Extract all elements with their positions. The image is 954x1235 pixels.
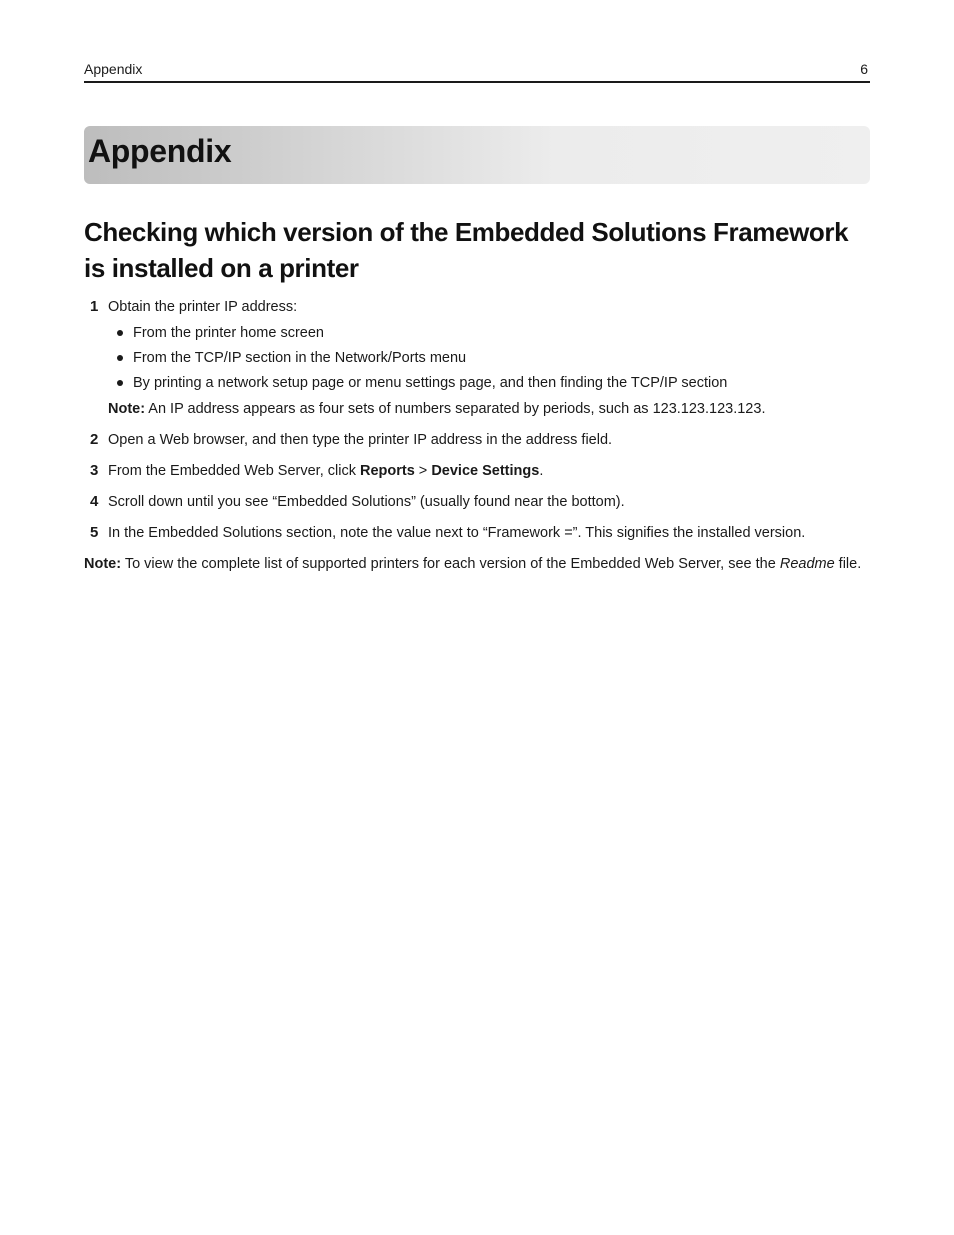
step-number: 3: [90, 462, 99, 479]
list-item: [108, 323, 870, 343]
bullet-text: By printing a network setup page or menu settings page, and then finding the TCP/IP section: [133, 375, 728, 391]
bullet-text: From the printer home screen: [133, 325, 324, 341]
list-item: [108, 348, 870, 368]
bullet-text: From the TCP/IP section in the Network/Ports menu: [133, 350, 467, 366]
step-text: Obtain the printer IP address:: [108, 299, 298, 315]
step-number: 2: [90, 431, 99, 448]
reports-menu-label: Reports: [359, 463, 415, 479]
step-5: [84, 523, 870, 543]
running-header: [84, 61, 870, 83]
step-note: [108, 399, 870, 419]
final-note: [84, 554, 870, 574]
step-2: [84, 430, 870, 450]
bullet-icon: [117, 380, 123, 386]
note-text: An IP address appears as four sets of numbers separated by periods, such as 123.123.123.123.: [145, 401, 766, 417]
bullet-list: [108, 323, 870, 393]
note-label: Note:: [108, 401, 146, 417]
section-title: Checking which version of the Embedded Solutions Framework is installed on a printer: [84, 217, 849, 283]
step-3: [84, 461, 870, 481]
step-text: In the Embedded Solutions section, note the value next to “Framework =”. This signifies the installed version.: [108, 525, 806, 541]
step-1: [84, 297, 870, 419]
note-label: Note:: [84, 556, 122, 572]
step-number: 5: [90, 524, 99, 541]
running-header-section: Appendix: [84, 61, 143, 77]
chapter-banner: [84, 126, 870, 184]
steps-list: [84, 297, 870, 574]
step-text-end: .: [539, 463, 544, 479]
readme-reference: Readme: [779, 556, 835, 572]
list-item: [108, 373, 870, 393]
device-settings-label: Device Settings: [431, 463, 540, 479]
bullet-icon: [117, 355, 123, 361]
step-text: Open a Web browser, and then type the printer IP address in the address field.: [108, 432, 613, 448]
step-4: [84, 492, 870, 512]
step-number: 1: [90, 298, 99, 315]
chapter-title: Appendix: [88, 133, 232, 169]
path-separator: >: [414, 463, 432, 479]
step-text: From the Embedded Web Server, click: [108, 463, 360, 479]
note-text: To view the complete list of supported printers for each version of the Embedded Web Server, see the: [121, 556, 780, 572]
step-number: 4: [90, 493, 99, 510]
bullet-icon: [117, 330, 123, 336]
page-number: 6: [860, 61, 868, 77]
note-text-end: file.: [834, 556, 862, 572]
step-text: Scroll down until you see “Embedded Solutions” (usually found near the bottom).: [108, 494, 625, 510]
